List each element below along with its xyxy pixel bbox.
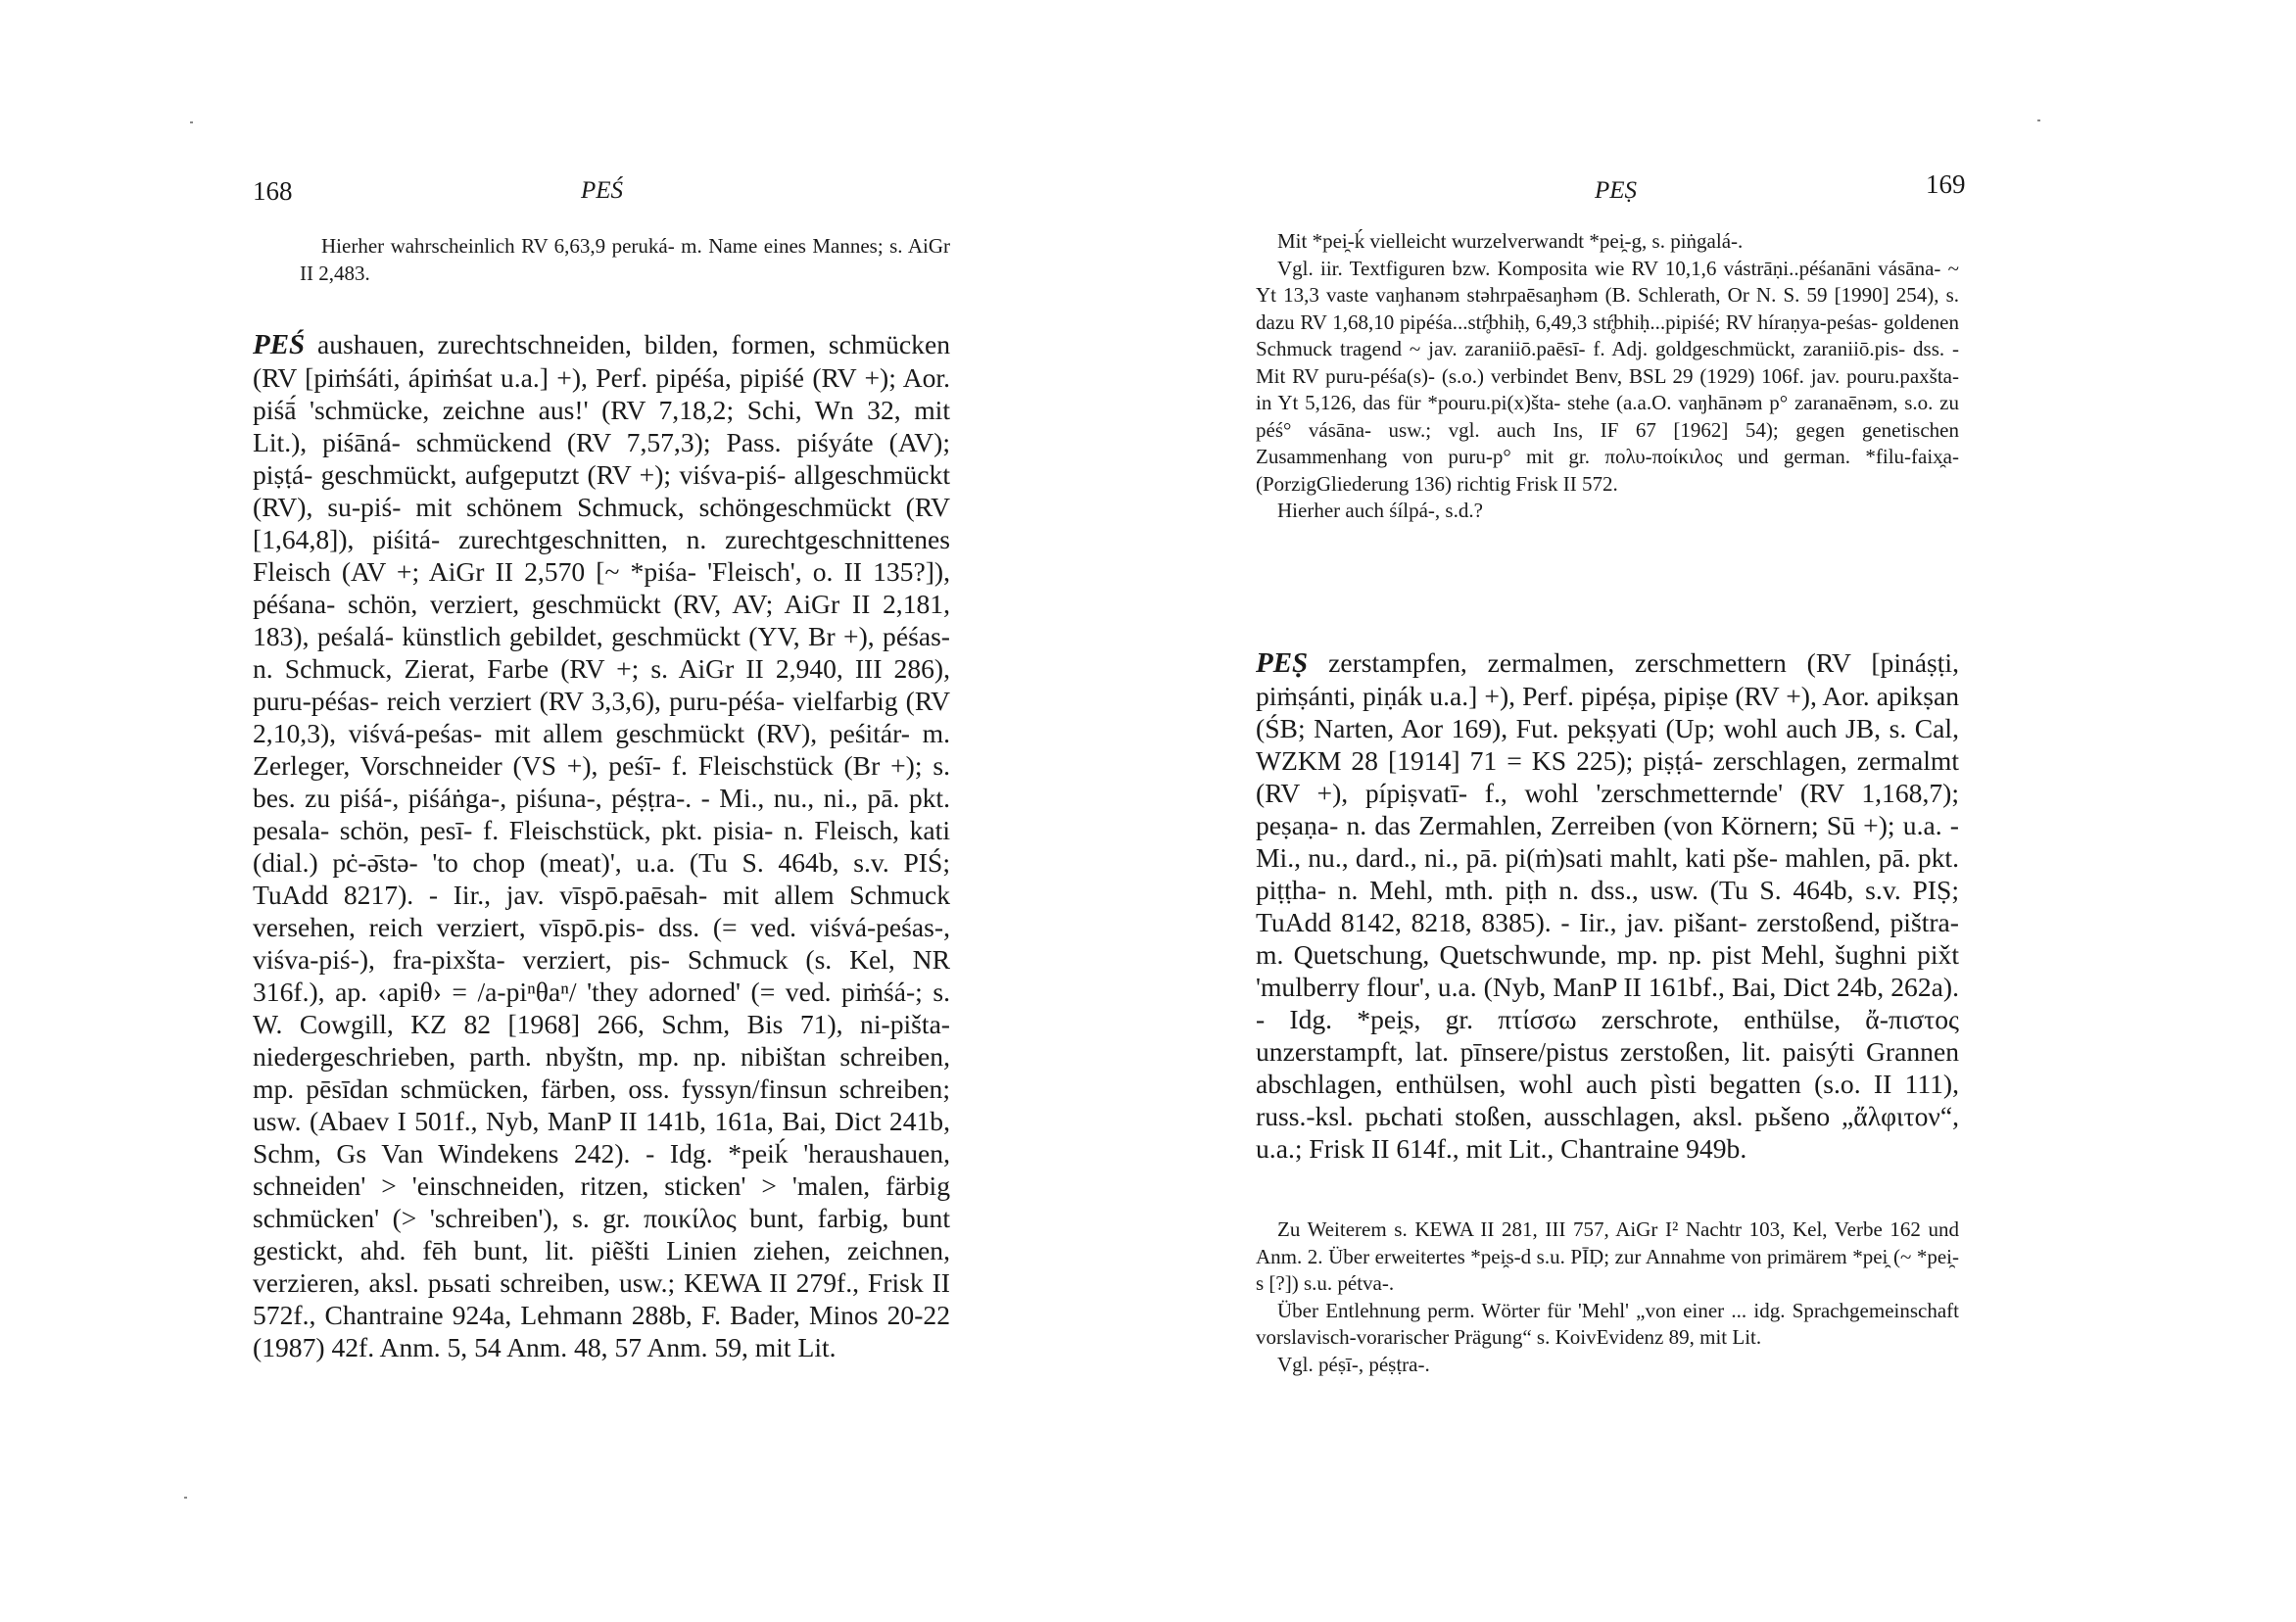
note-paragraph: Vgl. péṣī-, péṣṭra-.: [1277, 1352, 1430, 1376]
note-paragraph: Zu Weiterem s. KEWA II 281, III 757, AiGr I² Nachtr 103, Kel, Verbe 162 und Anm. 2. Über erweitertes *pei̯s-d s.u. PĪḌ; zur Annahme von primärem *pei̯ (~ *pei̯-s [?]) s.u. pétva-.: [1256, 1217, 1959, 1295]
running-head: PEṢ: [1595, 177, 1638, 204]
entry-pes: [253, 328, 950, 1363]
page-number: 168: [253, 176, 293, 206]
entry-pes-retroflex: [1256, 646, 1959, 1165]
entry-text: aushauen, zurechtschneiden, bilden, formen, schmücken (RV [piṁśáti, ápiṁśat u.a.] +), Perf. pipéśa, pipiśé (RV +); Aor. piśā́ 'schmücke, zeichne aus!' (RV 7,18,2; Schi, Wn 32, mit Lit.), piśāná- schmückend (RV 7,57,3); Pass. piśyáte (AV); piṣṭá- geschmückt, aufgeputzt (RV +); viśva-piś- allgeschmückt (RV), su-piś- mit schönem Schmuck, schöngeschmückt (RV [1,64,8]), piśitá- zurechtgeschnitten, n. zurechtgeschnittenes Fleisch (AV +; AiGr II 2,570 [~ *piśa- 'Fleisch', o. II 135?]), péśana- schön, verziert, geschmückt (RV, AV; AiGr II 2,181, 183), peśalá- künstlich gebildet, geschmückt (YV, Br +), péśas- n. Schmuck, Zierat, Farbe (RV +; s. AiGr II 2,940, III 286), puru-péśas- reich verziert (RV 3,3,6), puru-péśa- vielfarbig (RV 2,10,3), viśvá-peśas- mit allem geschmückt (RV), peśitár- m. Zerleger, Vorschneider (VS +), peśī- f. Fleischstück (Br +); s. bes. zu piśá-, piśáṅga-, piśuna-, péṣṭra-. - Mi., nu., ni., pā. pkt. pesala- schön, pesī- f. Fleischstück, pkt. pisia- n. Fleisch, kati (dial.) pċ-ə̄stə- 'to chop (meat)', u.a. (Tu S. 464b, s.v. PIŚ; TuAdd 8217). - Iir., jav. vīspō.paēsah- mit allem Schmuck versehen, reich verziert, vīspō.pis- dss. (= ved. viśvá-peśas-, viśva-piś-), fra-pixšta- verziert, pis- Schmuck (s. Kel, NR 316f.), ap. ‹apiθ› = /a-piⁿθaⁿ/ 'they adorned' (= ved. piṁśá-; s. W. Cowgill, KZ 82 [1968] 266, Schm, Bis 71), ni-pišta- niedergeschrieben, parth. nbyštn, mp. np. nibištan schreiben, mp. pēsīdan schmücken, färben, oss. fyssyn/finsun schreiben; usw. (Abaev I 501f., Nyb, ManP II 141b, 161a, Bai, Dict 241b, Schm, Gs Van Windekens 242). - Idg. *peiḱ 'heraushauen, schneiden' > 'einschneiden, ritzen, sticken' > 'malen, färbig schmücken' (> 'schreiben'), s. gr. ποικίλος bunt, farbig, bunt gestickt, ahd. fēh bunt, lit. piẽšti Linien ziehen, zeichnen, verzieren, aksl. pьsati schreiben, usw.; KEWA II 279f., Frisk II 572f., Chantraine 924a, Lehmann 288b, F. Bader, Minos 20-22 (1987) 42f. Anm. 5, 54 Anm. 48, 57 Anm. 59, mit Lit.: [253, 329, 951, 1362]
running-head: PEŚ: [581, 177, 624, 204]
right-page: [1148, 0, 2296, 1622]
intro-note: [300, 233, 950, 287]
note-paragraph: Über Entlehnung perm. Wörter für 'Mehl' „von einer ... idg. Sprachgemeinschaft vorslavisch-vorarischer Prägung“ s. KoivEvidenz 89, mit Lit.: [1256, 1298, 1959, 1349]
bottom-notes: [1256, 1216, 1959, 1378]
entry-lemma: PEṢ: [1256, 647, 1309, 679]
note-paragraph: Vgl. iir. Textfiguren bzw. Komposita wie RV 10,1,6 vástrāṇi..péśanāni vásāna- ~ Yt 13,3 vaste vaŋhanəm stəhrpaēsaŋhəm (B. Schlerath, Or N. S. 59 [1990] 254), s. dazu RV 1,68,10 pipéśa...stŕ̥bhiḥ, 6,49,3 stŕ̥bhiḥ...pipiśé; RV híraṇya-peśas- goldenen Schmuck tragend ~ jav. zaraniiō.paēsī- f. Adj. goldgeschmückt, zaraniiō.pis- dss. - Mit RV puru-péśa(s)- (s.o.) verbindet Benv, BSL 29 (1929) 106f. jav. pouru.paxšta- in Yt 5,126, das für *pouru.pi(x)šta- stehe (a.a.O. vaŋhānəm p° zaranaēnəm, s.o. zu péś° vásāna- usw.; vgl. auch Ins, IF 67 [1962] 54); gegen genetischen Zusammenhang von puru-p° mit gr. πολυ-ποίκιλος und german. *filu-faix̯a- (PorzigGliederung 136) richtig Frisk II 572.: [1256, 256, 1959, 496]
page-number: 169: [1926, 169, 1966, 199]
entry-paragraph: [1256, 646, 1959, 1165]
entry-paragraph: [253, 328, 950, 1363]
entry-text: zerstampfen, zermalmen, zerschmettern (RV [pináṣṭi, piṁṣánti, piṇák u.a.] +), Perf. pipéṣa, pipiṣe (RV +), Aor. apikṣan (ŚB; Narten, Aor 169), Fut. pekṣyati (Up; wohl auch JB, s. Cal, WZKM 28 [1914] 71 = KS 225); piṣṭá- zerschlagen, zermalmt (RV +), pípiṣvatī- f., wohl 'zerschmetternde' (RV 1,168,7); peṣaṇa- n. das Zermahlen, Zerreiben (von Körnern; Sū +); u.a. - Mi., nu., dard., ni., pā. pi(ṁ)sati mahlt, kati pše- mahlen, pā. pkt. piṭṭha- n. Mehl, mth. piṭh n. dss., usw. (Tu S. 464b, s.v. PIṢ; TuAdd 8142, 8218, 8385). - Iir., jav. pišant- zerstoßend, pištra- m. Quetschung, Quetschwunde, mp. np. pist Mehl, šughni pix̌t 'mulberry flour', u.a. (Nyb, ManP II 161bf., Bai, Dict 24b, 262a). - Idg. *pei̯s, gr. πτίσσω zerschrote, enthülse, ἄ-πιστος unzerstampft, lat. pīnsere/pistus zerstoßen, lit. paisýti Grannen abschlagen, enthülsen, wohl auch pìsti begatten (s.o. II 111), russ.-ksl. pьchati stoßen, ausschlagen, aksl. pьšeno „ἄλφιτον“, u.a.; Frisk II 614f., mit Lit., Chantraine 949b.: [1256, 647, 1960, 1164]
entry-lemma: PEŚ: [253, 329, 306, 360]
note-paragraph: Mit *pei̯-ḱ vielleicht wurzelverwandt *pei̯-g, s. piṅgalá-.: [1277, 229, 1744, 253]
top-notes: [1256, 228, 1959, 525]
intro-text: Hierher wahrscheinlich RV 6,63,9 peruká- m. Name eines Mannes; s. AiGr II 2,483.: [300, 234, 950, 285]
note-paragraph: Hierher auch śílpá-, s.d.?: [1277, 499, 1483, 522]
